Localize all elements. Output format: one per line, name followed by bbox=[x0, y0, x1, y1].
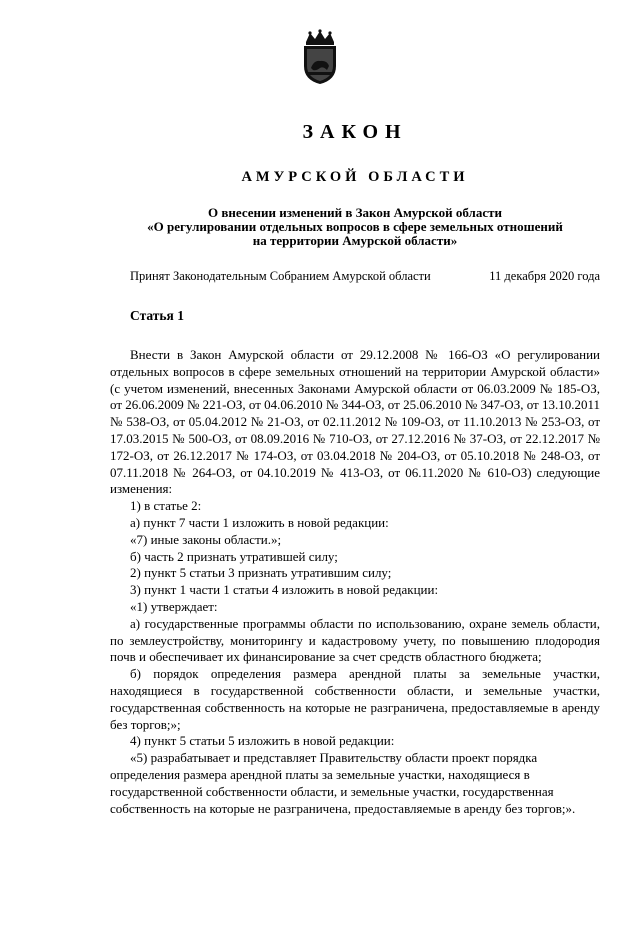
amendment-item: б) порядок определения размера арендной платы за земельные участки, находящиеся в государственной собственности области, и земельные участки, государственная собственность на которые не разграничена, предоставляемые в аренду без торгов;»; bbox=[110, 666, 600, 732]
law-subtitle bbox=[110, 206, 600, 248]
amendment-item: б) часть 2 признать утратившей силу; bbox=[130, 548, 338, 564]
intro-paragraph: Внести в Закон Амурской области от 29.12.2008 № 166-ОЗ «О регулировании отдельных вопросов в сфере земельных отношений на территории Амурской области» (с учетом изменений, внесенных Законами Амурской области от 06.03.2009 № 185-ОЗ, от 26.06.2009 № 221-ОЗ, от 04.06.2010 № 344-ОЗ, от 25.06.2010 № 347-ОЗ, от 13.10.2011 № 538-ОЗ, от 05.04.2012 № 21-ОЗ, от 02.11.2012 № 109-ОЗ, от 11.10.2013 № 253-ОЗ, от 17.03.2015 № 500-ОЗ, от 08.09.2016 № 710-ОЗ, от 27.12.2016 № 37-ОЗ, от 22.12.2017 № 172-ОЗ, от 26.12.2017 № 174-ОЗ, от 03.04.2018 № 204-ОЗ, от 05.10.2018 № 248-ОЗ, от 07.11.2018 № 264-ОЗ, от 04.10.2019 № 413-ОЗ, от 06.11.2020 № 610-ОЗ) следующие изменения: bbox=[110, 347, 600, 497]
amendment-item: «7) иные законы области.»; bbox=[130, 531, 282, 547]
amendment-item: «5) разрабатывает и представляет Правительству области проект порядка определения размера арендной платы за земельные участки, находящиеся в государственной собственности области, и земельные участки, государственная собственность на которые не разграничена, предоставляемые в аренду без торгов;». bbox=[110, 750, 576, 816]
amendment-item: «1) утверждает: bbox=[130, 598, 218, 614]
document-page bbox=[0, 28, 640, 933]
amendment-item: 3) пункт 1 части 1 статьи 4 изложить в новой редакции: bbox=[130, 582, 439, 598]
region-title: АМУРСКОЙ ОБЛАСТИ bbox=[241, 169, 469, 185]
adopted-date: 11 декабря 2020 года bbox=[489, 269, 600, 283]
adopted-by: Принят Законодательным Собранием Амурской области bbox=[130, 269, 431, 283]
subtitle-line: на территории Амурской области» bbox=[252, 233, 458, 248]
article-body bbox=[110, 347, 600, 817]
article-heading: Статья 1 bbox=[130, 308, 184, 323]
subtitle-line: О внесении изменений в Закон Амурской области bbox=[208, 205, 502, 220]
amendment-item: а) государственные программы области по использованию, охране земель области, по землеустройству, мониторингу и кадастровому учету, по повышению плодородия почв и обеспечивает их финансирование за счет средств областного бюджета; bbox=[110, 615, 600, 665]
subtitle-line: «О регулировании отдельных вопросов в сфере земельных отношений bbox=[147, 219, 563, 234]
amendment-item: 4) пункт 5 статьи 5 изложить в новой редакции: bbox=[130, 733, 395, 749]
amendment-item: 2) пункт 5 статьи 3 признать утратившим силу; bbox=[130, 565, 392, 581]
coat-of-arms-icon bbox=[296, 28, 344, 86]
adoption-line bbox=[130, 268, 600, 284]
amendment-item: 1) в статье 2: bbox=[130, 498, 202, 514]
amendment-item: а) пункт 7 части 1 изложить в новой редакции: bbox=[130, 514, 389, 530]
law-title: ЗАКОН bbox=[302, 121, 408, 143]
